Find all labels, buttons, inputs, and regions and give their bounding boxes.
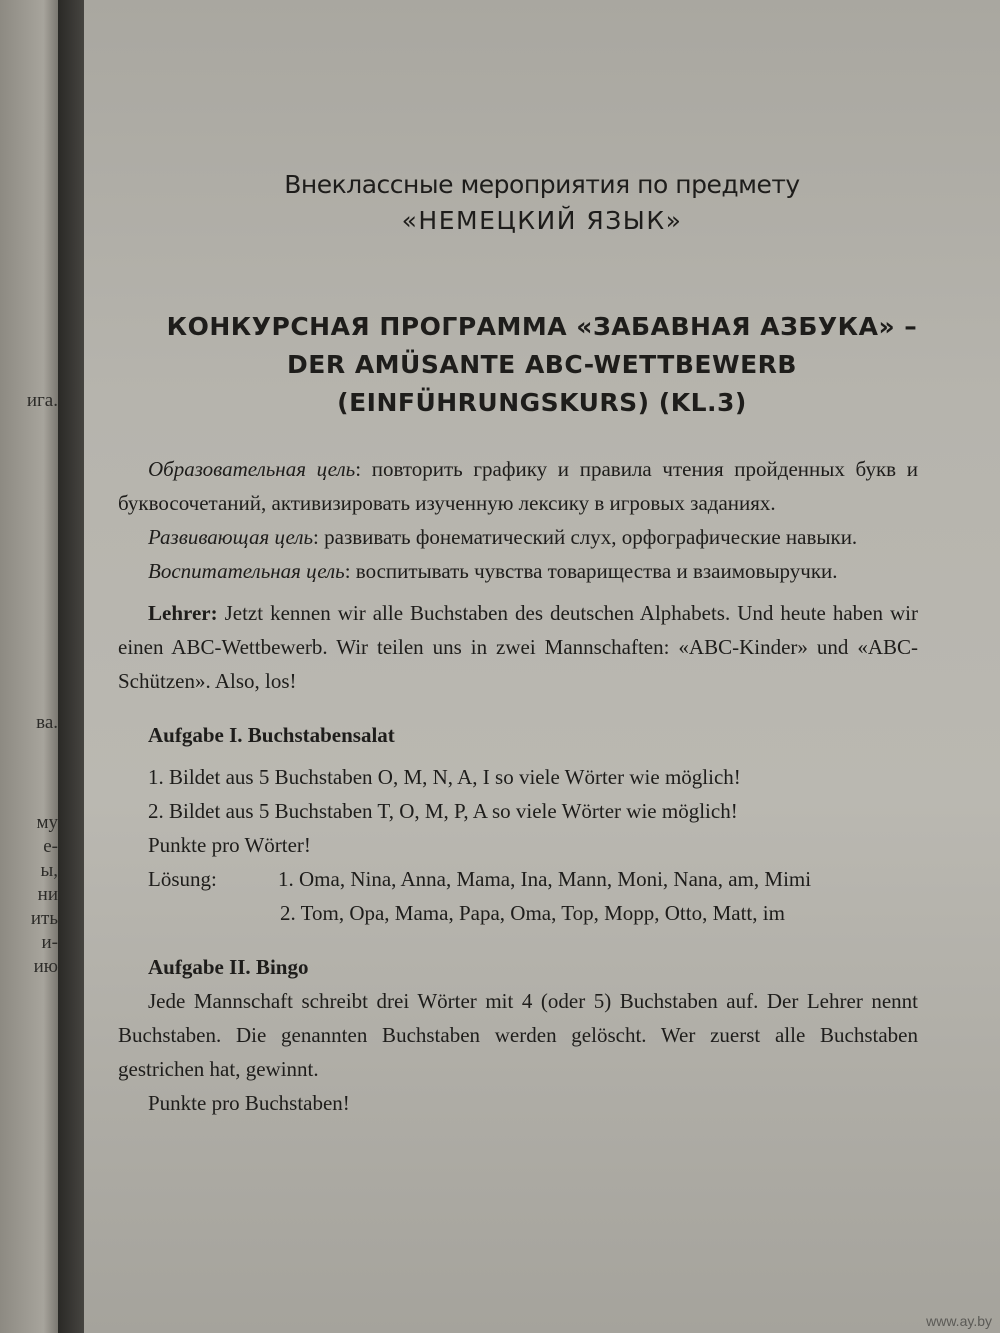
goal-label: Развивающая цель bbox=[148, 525, 314, 549]
title-line: КОНКУРСНАЯ ПРОГРАММА «ЗАБАВНАЯ АЗБУКА» – bbox=[166, 312, 918, 341]
left-page-fragment: ить bbox=[30, 908, 58, 929]
task-item: 1. Bildet aus 5 Buchstaben O, M, N, A, I so viele Wörter wie möglich! bbox=[148, 765, 741, 789]
previous-page-edge bbox=[0, 0, 62, 1333]
solution-label: Lösung: bbox=[148, 867, 217, 891]
task-points: Punkte pro Buchstaben! bbox=[148, 1091, 350, 1115]
goal-label: Воспитательная цель bbox=[148, 559, 345, 583]
task-item: 2. Bildet aus 5 Buchstaben T, O, M, P, A so viele Wörter wie möglich! bbox=[148, 799, 738, 823]
left-page-fragment: ига. bbox=[26, 390, 58, 411]
left-page-fragment: ию bbox=[33, 956, 58, 977]
solution-item: 2. Tom, Opa, Mama, Papa, Oma, Top, Mopp, Otto, Matt, im bbox=[280, 901, 785, 925]
book-page bbox=[84, 0, 1000, 1333]
task-heading: Aufgabe I. Buchstabensalat bbox=[148, 723, 395, 747]
left-page-fragment: ни bbox=[37, 884, 58, 905]
section-subject: «НЕМЕЦКИЙ ЯЗЫК» bbox=[401, 206, 683, 235]
left-page-fragment: и- bbox=[41, 932, 58, 953]
teacher-label: Lehrer: bbox=[148, 601, 218, 625]
goal-label: Образовательная цель bbox=[148, 457, 356, 481]
goal-text: : развивать фонематический слух, орфографические навыки. bbox=[313, 525, 858, 549]
goal-text: : повторить графику и правила чтения пройденных букв и буквосочетаний, активизировать изученную лексику в игровых заданиях. bbox=[118, 457, 918, 515]
solution-row bbox=[118, 862, 918, 896]
goal-text: : воспитывать чувства товарищества и взаимовыручки. bbox=[344, 559, 838, 583]
watermark: www.ay.by bbox=[926, 1313, 992, 1329]
teacher-paragraph bbox=[118, 596, 918, 698]
task-points: Punkte pro Wörter! bbox=[148, 833, 311, 857]
left-page-fragment: ы, bbox=[40, 860, 58, 881]
page-body bbox=[118, 452, 918, 1120]
left-page-fragment: ва. bbox=[36, 712, 58, 733]
solution-row bbox=[118, 896, 918, 930]
goal-paragraph bbox=[118, 554, 918, 588]
section-header: Внеклассные мероприятия по предмету bbox=[284, 170, 800, 199]
goal-paragraph bbox=[118, 520, 918, 554]
title-line: DER AMÜSANTE ABC-WETTBEWERB bbox=[287, 350, 797, 379]
task-heading: Aufgabe II. Bingo bbox=[148, 955, 309, 979]
title-line: (EINFÜHRUNGSKURS) (KL.3) bbox=[337, 388, 747, 417]
teacher-text: Jetzt kennen wir alle Buchstaben des deutschen Alphabets. Und heute haben wir einen ABC-Wettbewerb. Wir teilen uns in zwei Mannschaften: «ABC-Kinder» und «ABC- Schützen». Also, los! bbox=[118, 601, 918, 693]
solution-item: 1. Oma, Nina, Anna, Mama, Ina, Mann, Moni, Nana, am, Mimi bbox=[278, 867, 812, 891]
task-description: Jede Mannschaft schreibt drei Wörter mit 4 (oder 5) Buchstaben auf. Der Lehrer nennt Buchstaben. Die genannten Buchstaben werden gelöscht. Wer zuerst alle Buchstaben gestrichen hat, gewinnt. bbox=[118, 989, 918, 1081]
page-title bbox=[84, 308, 1000, 422]
left-page-fragment: е- bbox=[43, 836, 58, 857]
left-page-fragment: му bbox=[36, 812, 58, 833]
goal-paragraph bbox=[118, 452, 918, 520]
